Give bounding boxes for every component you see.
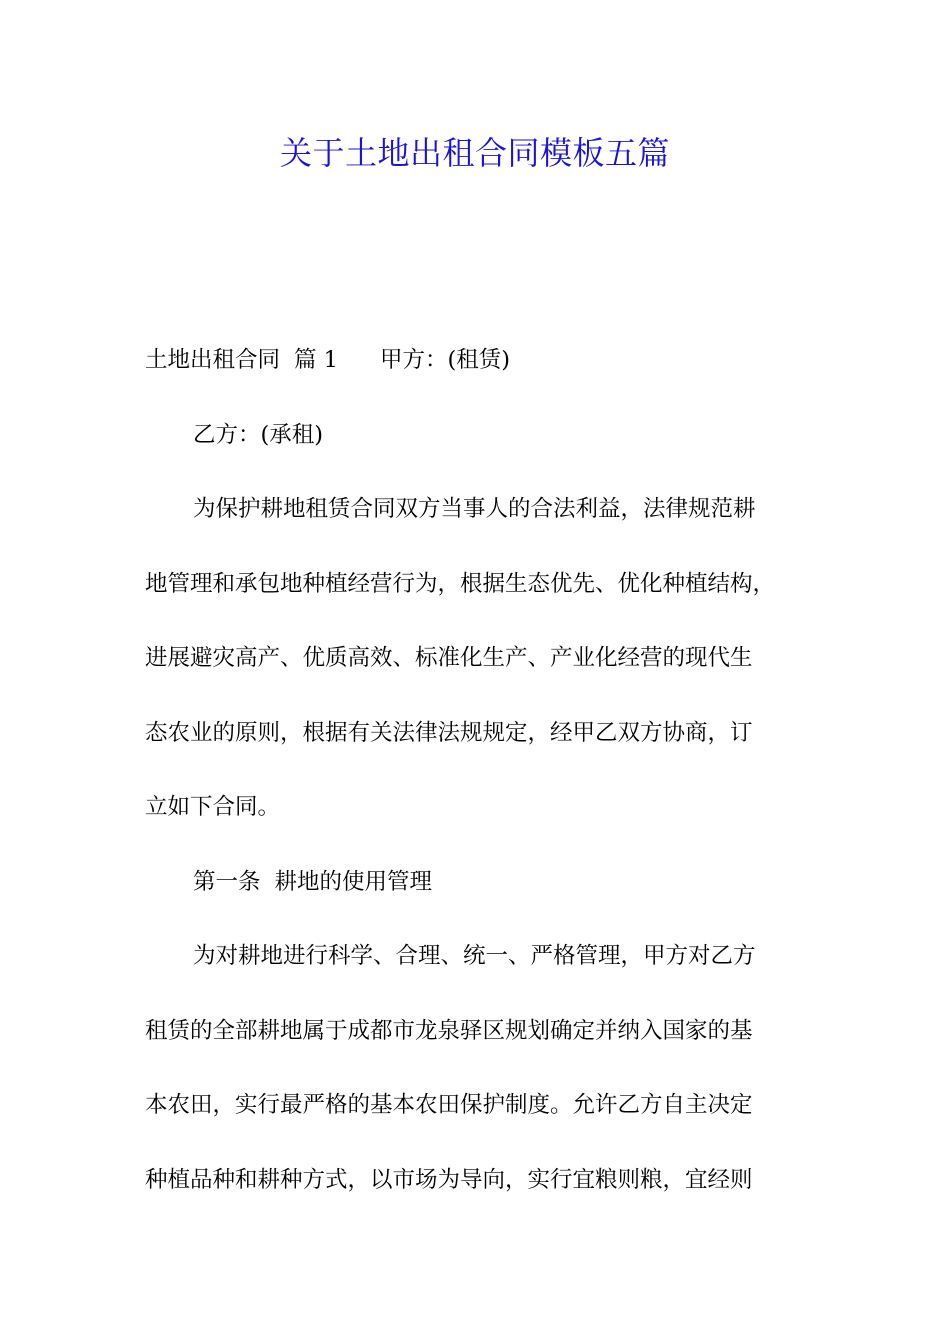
paragraph-line: 进展避灾高产、优质高效、标准化生产、产业化经营的现代生 bbox=[145, 645, 753, 671]
paragraph-line: 为对耕地进行科学、合理、统一、严格管理，甲方对乙方 bbox=[193, 943, 756, 969]
paragraph-line: 地管理和承包地种植经营行为，根据生态优先、优化种植结构， bbox=[145, 570, 776, 597]
article-number: 第一条 bbox=[193, 868, 261, 895]
paragraph-line: 为保护耕地租赁合同双方当事人的合法利益，法律规范耕 bbox=[193, 496, 756, 522]
paragraph-line: 种植品种和耕种方式，以市场为导向，实行宜粮则粮，宜经则 bbox=[145, 1166, 753, 1193]
contract-name: 土地出租合同 bbox=[145, 347, 281, 373]
party-a: 甲方：(租赁) bbox=[379, 347, 511, 373]
paragraph-line: 租赁的全部耕地属于成都市龙泉驿区规划确定并纳入国家的基 bbox=[145, 1017, 753, 1044]
paragraph-line: 态农业的原则，根据有关法律法规规定，经甲乙双方协商，订 bbox=[145, 719, 753, 746]
article-title: 耕地的使用管理 bbox=[274, 868, 433, 895]
party-b: 乙方：(承租) bbox=[193, 421, 324, 448]
section-number: 篇 1 bbox=[294, 347, 338, 373]
document-body bbox=[145, 336, 810, 1230]
article-heading bbox=[145, 858, 810, 933]
heading-line bbox=[145, 336, 810, 411]
paragraph-line: 本农田，实行最严格的基本农田保护制度。允许乙方自主决定 bbox=[145, 1092, 753, 1118]
document-title: 关于土地出租合同模板五篇 bbox=[279, 134, 670, 172]
paragraph-line: 立如下合同。 bbox=[145, 794, 281, 820]
